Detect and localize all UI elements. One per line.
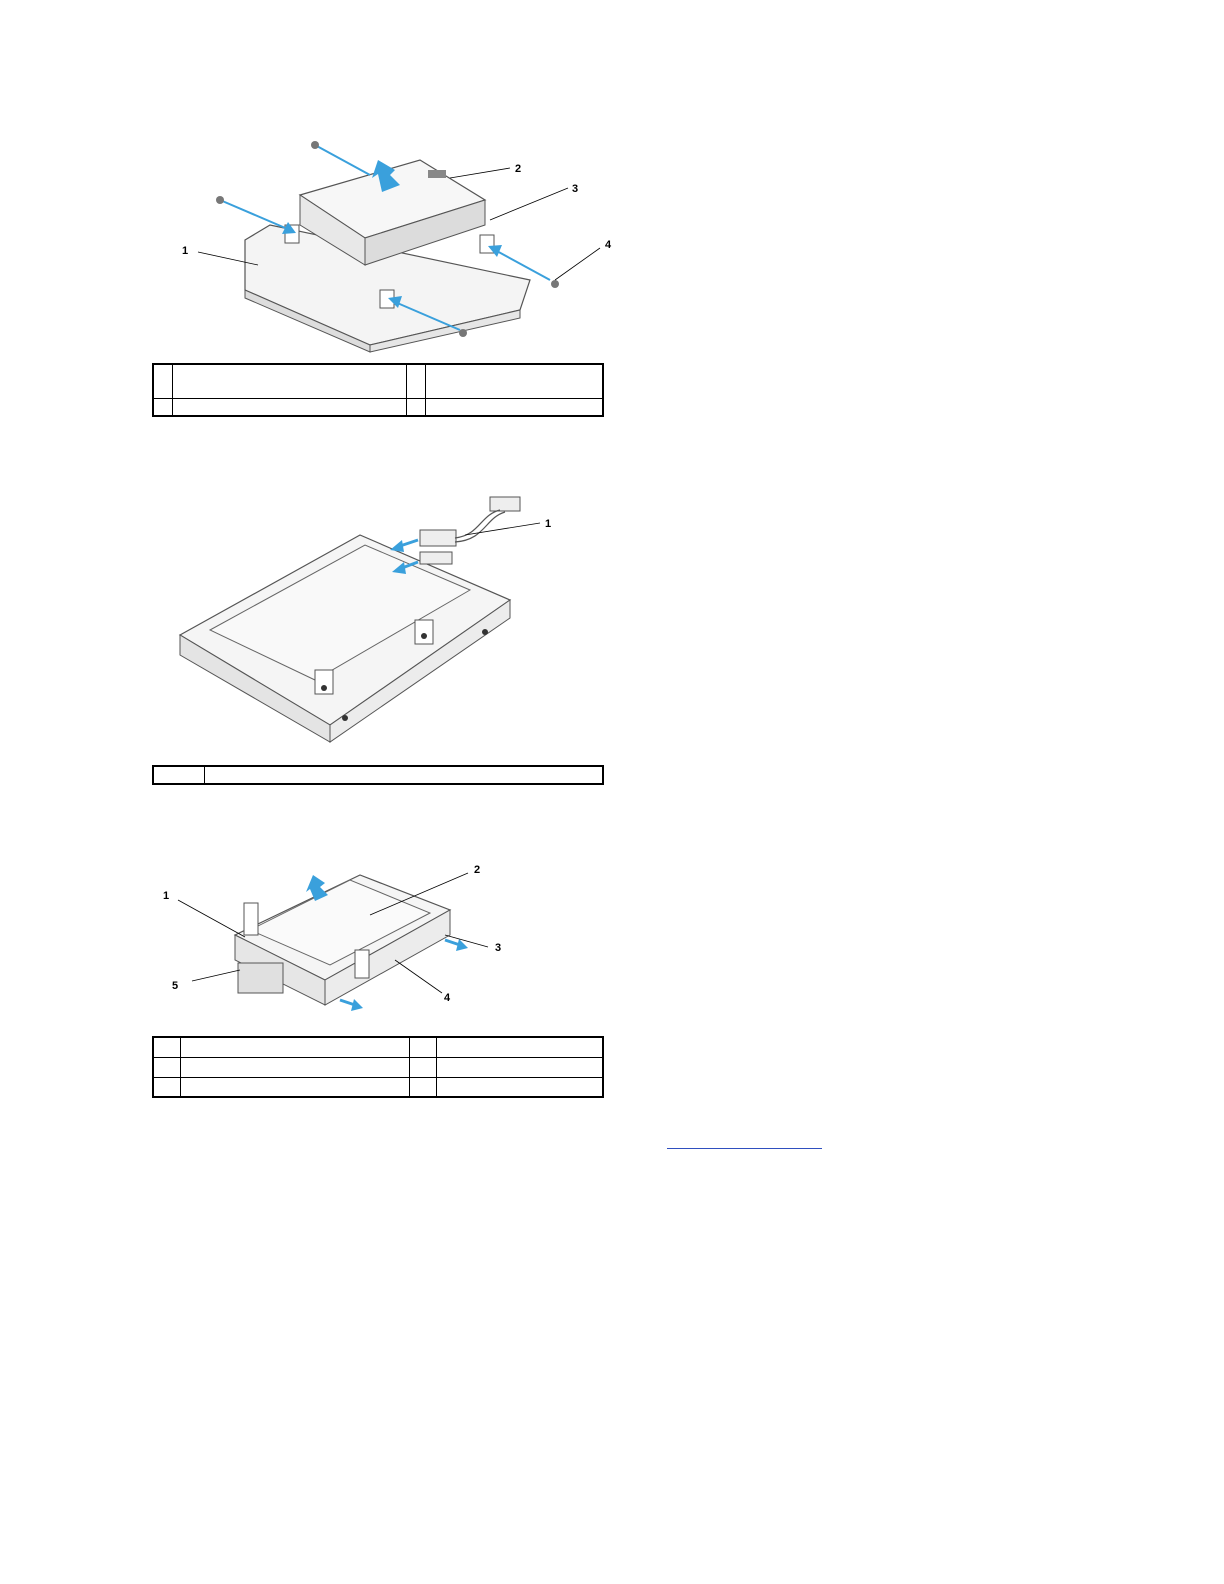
legend-number (410, 1037, 437, 1057)
callout-3: 3 (495, 942, 502, 954)
legend-text (426, 364, 604, 398)
legend-number (153, 766, 205, 784)
callout-1: 1 (163, 890, 170, 902)
table-row (153, 1037, 603, 1057)
table-row (153, 398, 603, 416)
callout-5: 5 (172, 980, 179, 992)
drive-carrier-illustration (150, 855, 530, 1020)
legend-number (153, 1057, 181, 1077)
callout-1: 1 (545, 518, 552, 530)
legend-text (437, 1077, 604, 1097)
callout-2: 2 (515, 163, 522, 175)
legend-text (181, 1057, 410, 1077)
figure3-legend-table (152, 1036, 604, 1098)
legend-text (181, 1037, 410, 1057)
callout-4: 4 (444, 992, 451, 1004)
table-row (153, 1057, 603, 1077)
table-row (153, 766, 603, 784)
callout-3: 3 (572, 183, 579, 195)
legend-number (153, 364, 173, 398)
callout-2: 2 (474, 864, 481, 876)
figure-drive-carrier (150, 855, 530, 1020)
legend-text (205, 766, 604, 784)
footer-link[interactable] (667, 1132, 822, 1149)
figure2-legend-table (152, 765, 604, 785)
figure-drive-bracket-screws (150, 130, 630, 355)
drive-cable-illustration (150, 490, 570, 750)
table-row (153, 364, 603, 398)
legend-number (153, 1037, 181, 1057)
legend-number (153, 1077, 181, 1097)
legend-text (426, 398, 604, 416)
legend-text (173, 364, 407, 398)
legend-number (407, 398, 426, 416)
legend-number (410, 1077, 437, 1097)
table-row (153, 1077, 603, 1097)
legend-number (407, 364, 426, 398)
legend-text (437, 1037, 604, 1057)
legend-text (181, 1077, 410, 1097)
figure1-legend-table (152, 363, 604, 417)
drive-bracket-illustration (150, 130, 630, 355)
legend-text (173, 398, 407, 416)
legend-text (437, 1057, 604, 1077)
figure-drive-cable (150, 490, 570, 750)
callout-1: 1 (182, 245, 189, 257)
legend-number (153, 398, 173, 416)
callout-4: 4 (605, 239, 612, 251)
legend-number (410, 1057, 437, 1077)
